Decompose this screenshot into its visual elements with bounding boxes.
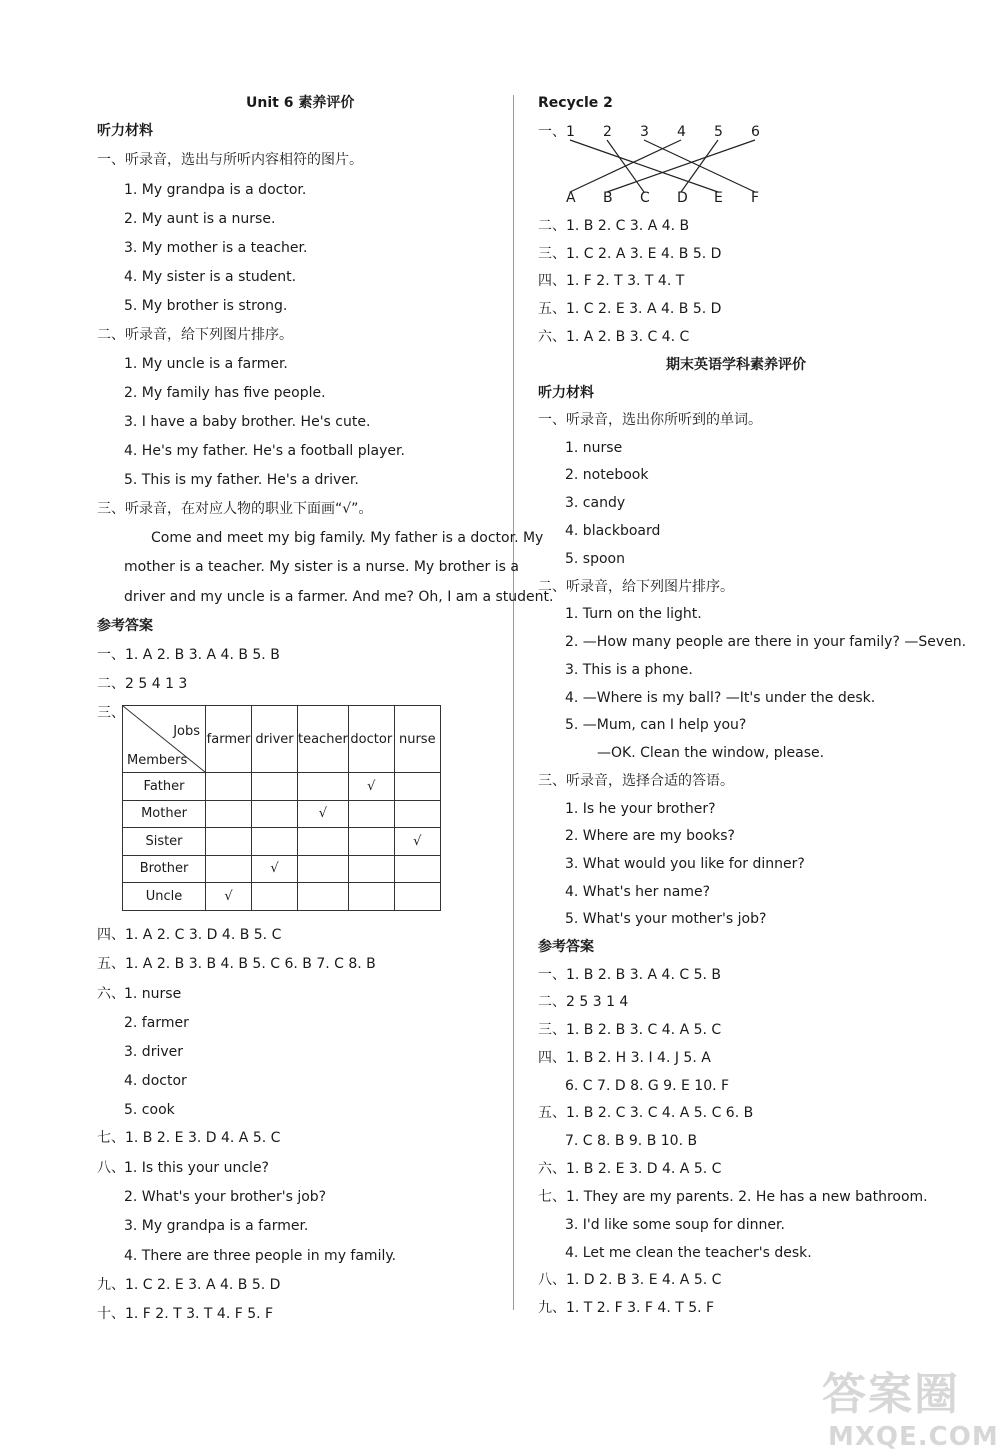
sec3-paragraph-line: mother is a teacher. My sister is a nurse. My brother is a — [124, 559, 519, 575]
answer-8-item: 2. What's your brother's job? — [124, 1189, 327, 1205]
match-top-label: 2 — [603, 124, 612, 140]
check-cell — [252, 800, 298, 828]
watermark-logo-text: 答案圈 — [822, 1369, 960, 1420]
final-sec3-item: 5. What's your mother's job? — [565, 911, 767, 927]
final-sec1-item: 3. candy — [565, 495, 626, 511]
matching-lines — [560, 128, 780, 208]
final-sec2-item: 4. —Where is my ball? —It's under the desk. — [565, 690, 876, 706]
listening-header: 听力材料 — [97, 123, 153, 139]
answers-header-right: 参考答案 — [538, 939, 594, 955]
answer-6-item: 4. doctor — [124, 1073, 187, 1089]
answer-10: 十、1. F 2. T 3. T 4. F 5. F — [97, 1306, 274, 1322]
answer-7: 七、1. B 2. E 3. D 4. A 5. C — [97, 1130, 281, 1146]
final-answer-4: 四、1. B 2. H 3. I 4. J 5. A — [538, 1050, 711, 1066]
check-cell: √ — [252, 855, 298, 883]
final-sec2-item: 3. This is a phone. — [565, 662, 693, 678]
answer-6-label: 六、 — [97, 986, 125, 1002]
final-answer-4-cont: 6. C 7. D 8. G 9. E 10. F — [565, 1078, 730, 1094]
unit6-title: Unit 6 素养评价 — [246, 95, 355, 111]
table-row — [123, 855, 441, 883]
table-row — [123, 828, 441, 856]
sec1-item: 1. My grandpa is a doctor. — [124, 182, 307, 198]
matching-diagram — [560, 124, 780, 212]
recycle-answer-4: 四、1. F 2. T 3. T 4. T — [538, 273, 685, 289]
job-header: driver — [252, 706, 298, 773]
final-sec2-item: 5. —Mum, can I help you? — [565, 717, 747, 733]
final-answer-6: 六、1. B 2. E 3. D 4. A 5. C — [538, 1161, 722, 1177]
final-sec2-item: 1. Turn on the light. — [565, 606, 702, 622]
section1-header: 一、听录音，选出与所听内容相符的图片。 — [97, 152, 363, 168]
final-answer-1: 一、1. B 2. B 3. A 4. C 5. B — [538, 967, 722, 983]
check-cell — [206, 828, 252, 856]
check-cell — [206, 773, 252, 801]
check-cell — [206, 800, 252, 828]
final-sec1-item: 5. spoon — [565, 551, 625, 567]
final-answer-2: 二、2 5 3 1 4 — [538, 994, 629, 1010]
final-sec3-item: 2. Where are my books? — [565, 828, 735, 844]
match-bottom-label: A — [566, 190, 576, 206]
final-sec1-item: 2. notebook — [565, 467, 649, 483]
final-answer-9: 九、1. T 2. F 3. F 4. T 5. F — [538, 1300, 715, 1316]
match-top-label: 6 — [751, 124, 760, 140]
final-answer-5: 五、1. B 2. C 3. C 4. A 5. C 6. B — [538, 1105, 754, 1121]
match-bottom-label: E — [714, 190, 723, 206]
check-cell — [298, 883, 349, 911]
answer-4: 四、1. A 2. C 3. D 4. B 5. C — [97, 927, 282, 943]
check-cell — [252, 773, 298, 801]
check-cell: √ — [206, 883, 252, 911]
answer-6-item: 1. nurse — [124, 986, 182, 1002]
match-line — [570, 140, 681, 192]
answer-9: 九、1. C 2. E 3. A 4. B 5. D — [97, 1277, 281, 1293]
check-cell: √ — [298, 800, 349, 828]
listening-header-right: 听力材料 — [538, 385, 594, 401]
table-row — [123, 773, 441, 801]
jobs-label: Jobs — [173, 724, 200, 739]
final-sec3-item: 3. What would you like for dinner? — [565, 856, 805, 872]
check-cell — [394, 855, 440, 883]
final-answer-3: 三、1. B 2. B 3. C 4. A 5. C — [538, 1022, 722, 1038]
answer-6-item: 2. farmer — [124, 1015, 189, 1031]
sec2-item: 1. My uncle is a farmer. — [124, 356, 288, 372]
final-sec3-item: 1. Is he your brother? — [565, 801, 716, 817]
job-header: doctor — [348, 706, 394, 773]
answer-8-label: 八、 — [97, 1160, 125, 1176]
match-top-label: 4 — [677, 124, 686, 140]
sec1-item: 4. My sister is a student. — [124, 269, 297, 285]
column-divider — [513, 95, 514, 1310]
match-top-label: 5 — [714, 124, 723, 140]
answer-3-label: 三、 — [97, 705, 125, 721]
final-sec1-item: 1. nurse — [565, 440, 623, 456]
table-row — [123, 800, 441, 828]
final-sec3-item: 4. What's her name? — [565, 884, 711, 900]
members-label: Members — [127, 753, 188, 768]
sec1-item: 2. My aunt is a nurse. — [124, 211, 276, 227]
member-cell: Uncle — [123, 883, 206, 911]
final-answer-8: 八、1. D 2. B 3. E 4. A 5. C — [538, 1272, 722, 1288]
check-cell — [348, 800, 394, 828]
check-cell — [206, 855, 252, 883]
match-line — [681, 140, 718, 192]
recycle-answer-5: 五、1. C 2. E 3. A 4. B 5. D — [538, 301, 722, 317]
answers-header: 参考答案 — [97, 618, 153, 634]
sec3-paragraph-line: Come and meet my big family. My father is a doctor. My — [151, 530, 544, 546]
job-header: farmer — [206, 706, 252, 773]
section2-header: 二、听录音，给下列图片排序。 — [97, 327, 293, 343]
answer-6-item: 5. cook — [124, 1102, 175, 1118]
check-cell — [252, 883, 298, 911]
answer-8-item: 4. There are three people in my family. — [124, 1248, 397, 1264]
answer-8-item: 1. Is this your uncle? — [124, 1160, 269, 1176]
check-cell — [394, 800, 440, 828]
member-cell: Brother — [123, 855, 206, 883]
sec2-item: 5. This is my father. He's a driver. — [124, 472, 359, 488]
jobs-table — [122, 705, 441, 911]
answer-6-item: 3. driver — [124, 1044, 183, 1060]
check-cell — [298, 828, 349, 856]
sec3-paragraph-line: driver and my uncle is a farmer. And me? Oh, I am a student. — [124, 589, 554, 605]
match-top-label: 3 — [640, 124, 649, 140]
final-sec2-header: 二、听录音，给下列图片排序。 — [538, 579, 734, 595]
recycle-answer-6: 六、1. A 2. B 3. C 4. C — [538, 329, 690, 345]
member-cell: Father — [123, 773, 206, 801]
answer-8-item: 3. My grandpa is a farmer. — [124, 1218, 309, 1234]
check-cell — [348, 883, 394, 911]
match-bottom-label: D — [677, 190, 688, 206]
final-sec1-item: 4. blackboard — [565, 523, 661, 539]
recycle-answer-2: 二、1. B 2. C 3. A 4. B — [538, 218, 690, 234]
match-bottom-label: C — [640, 190, 650, 206]
answer-5: 五、1. A 2. B 3. B 4. B 5. C 6. B 7. C 8. B — [97, 956, 376, 972]
table-row — [123, 883, 441, 911]
match-top-label: 1 — [566, 124, 575, 140]
member-cell: Sister — [123, 828, 206, 856]
watermark-domain: MXQE.COM — [828, 1422, 999, 1452]
answer-2: 二、2 5 4 1 3 — [97, 676, 188, 692]
match-bottom-label: B — [603, 190, 613, 206]
final-sec2-item-reply: —OK. Clean the window, please. — [597, 745, 825, 761]
check-cell — [298, 855, 349, 883]
table-diagonal-header — [123, 706, 206, 773]
final-sec2-item: 2. —How many people are there in your family? —Seven. — [565, 634, 967, 650]
check-cell — [394, 883, 440, 911]
recycle-answer-3: 三、1. C 2. A 3. E 4. B 5. D — [538, 246, 722, 262]
final-answer-7: 七、1. They are my parents. 2. He has a new bathroom. — [538, 1189, 928, 1205]
final-answer-7-cont: 3. I'd like some soup for dinner. — [565, 1217, 785, 1233]
sec2-item: 3. I have a baby brother. He's cute. — [124, 414, 371, 430]
matching-label: 一、 — [538, 124, 566, 140]
match-bottom-label: F — [751, 190, 760, 206]
job-header: teacher — [298, 706, 349, 773]
final-exam-title: 期末英语学科素养评价 — [666, 357, 806, 373]
final-sec3-header: 三、听录音，选择合适的答语。 — [538, 773, 734, 789]
final-answer-7-cont: 4. Let me clean the teacher's desk. — [565, 1245, 812, 1261]
final-answer-5-cont: 7. C 8. B 9. B 10. B — [565, 1133, 698, 1149]
final-sec1-header: 一、听录音，选出你所听到的单词。 — [538, 412, 762, 428]
sec2-item: 4. He's my father. He's a football player. — [124, 443, 405, 459]
sec1-item: 3. My mother is a teacher. — [124, 240, 308, 256]
sec1-item: 5. My brother is strong. — [124, 298, 288, 314]
member-cell: Mother — [123, 800, 206, 828]
match-line — [570, 140, 718, 192]
check-cell — [252, 828, 298, 856]
answer-1: 一、1. A 2. B 3. A 4. B 5. B — [97, 647, 280, 663]
sec2-item: 2. My family has five people. — [124, 385, 326, 401]
check-cell — [348, 828, 394, 856]
site-watermark — [822, 1358, 999, 1452]
check-cell — [348, 855, 394, 883]
check-cell — [394, 773, 440, 801]
recycle2-title: Recycle 2 — [538, 95, 613, 111]
check-cell: √ — [394, 828, 440, 856]
check-cell: √ — [348, 773, 394, 801]
job-header: nurse — [394, 706, 440, 773]
check-cell — [298, 773, 349, 801]
match-line — [607, 140, 755, 192]
section3-header: 三、听录音，在对应人物的职业下面画“√”。 — [97, 501, 373, 517]
